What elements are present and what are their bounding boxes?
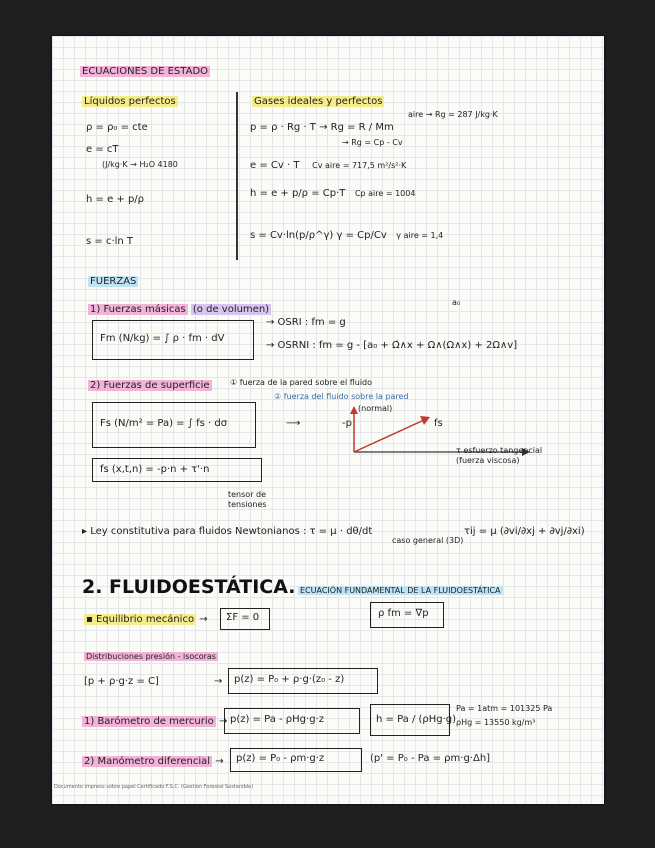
section-fluidoestatica-title: 2. FLUIDOESTÁTICA.: [82, 576, 296, 598]
arrow-d1: →: [214, 676, 223, 687]
footer-note: Documento impreso sobre papel Certificado F.S.C. (Gestión Forestal Sostenible): [54, 784, 254, 790]
fs-vector: [354, 420, 424, 452]
eq-d1b: p(z) = P₀ + ρ·g·(z₀ - z): [234, 674, 345, 685]
ley-case: caso general (3D): [392, 536, 464, 545]
eq-equil: ΣF = 0: [226, 612, 260, 623]
barometro-label: 1) Barómetro de mercurio →: [84, 716, 228, 727]
fs-label: fs: [434, 418, 443, 429]
eq-fm: Fm (N/kg) = ∫ ρ · fm · dV: [100, 333, 225, 344]
manometro-label: 2) Manómetro diferencial →: [84, 756, 224, 767]
section-fuerzas-title: FUERZAS: [90, 276, 137, 287]
normal-label: (normal): [358, 404, 393, 413]
liq-eq-3: (J/kg·K → H₂O 4180: [102, 160, 178, 169]
arrow-right: ⟶: [286, 418, 301, 429]
notes-page: [52, 36, 604, 804]
gases-heading: Gases ideales y perfectos: [254, 96, 383, 107]
ley-eq: τij = μ (∂vi/∂xj + ∂vj/∂xi): [464, 526, 585, 537]
eq-d1: [p + ρ·g·z = C]: [84, 676, 159, 687]
gas-eq-4: s = Cv·ln(p/ρ^γ) γ = Cp/Cv γ aire = 1,4: [250, 230, 444, 241]
eq-b2: p(z) = P₀ - ρm·g·z: [236, 753, 325, 764]
eq-fs2: fs (x,t,n) = -p·n + τ'·n: [100, 464, 210, 475]
gas-aire-rg: aire → Rg = 287 J/kg·K: [408, 110, 498, 119]
normal-arrowhead: [350, 406, 358, 414]
eq-osri: → OSRI : fm = g: [266, 317, 346, 328]
gas-eq-1: p = ρ · Rg · T → Rg = R / Mm: [250, 122, 394, 133]
minus-p-label: -p: [342, 418, 352, 429]
eq-b2r: (p' = P₀ - Pa = ρm·g·Δh]: [370, 753, 491, 764]
note-fluido-pared: ② fuerza del fluido sobre la pared: [274, 392, 409, 401]
eq-b1: p(z) = Pa - ρHg·g·z: [230, 714, 324, 725]
equilibrio-label: ▪ Equilibrio mecánico →: [86, 614, 208, 625]
fuerzas-superficie-label: 2) Fuerzas de superficie: [90, 380, 210, 391]
gas-eq-3: h = e + p/ρ = Cp·T Cp aire = 1004: [250, 188, 416, 199]
liq-eq-5: s = c·ln T: [86, 236, 134, 247]
eq-fund: ρ fm = ∇p: [378, 608, 429, 619]
gas-eq-2: e = Cv · T Cv aire = 717,5 m²/s²·K: [250, 160, 407, 171]
section-ecuaciones-title: ECUACIONES DE ESTADO: [82, 66, 209, 77]
column-divider: [236, 92, 238, 260]
eq-osrni: → OSRNI : fm = g - [a₀ + Ω̇∧x + Ω∧(Ω∧x) + 2Ω∧v]: [266, 340, 518, 351]
liq-eq-1: ρ = ρ₀ = cte: [86, 122, 148, 133]
a0-label: a₀: [452, 298, 461, 307]
liquidos-heading: Líquidos perfectos: [84, 96, 176, 107]
b1-pa: Pa = 1atm = 101325 Pa: [456, 704, 553, 713]
fuerzas-masicas-label: 1) Fuerzas másicas (o de volumen): [90, 304, 270, 315]
ley-constitutiva: ▸ Ley constitutiva para fluidos Newtonianos : τ = μ · dθ/dt: [82, 526, 373, 537]
liq-eq-2: e = cT: [86, 144, 119, 155]
distribuciones-label: Distribuciones presión - isocoras: [86, 652, 216, 661]
tau-note: τ esfuerzo tangencial (fuerza viscosa): [456, 446, 543, 465]
tensor-label: tensor de tensiones: [228, 490, 267, 509]
eq-fs: Fs (N/m² = Pa) = ∫ fs · dσ: [100, 418, 228, 429]
b1-rho: ρHg = 13550 kg/m³: [456, 718, 536, 727]
note-pared-fluido: ① fuerza de la pared sobre el fluido: [230, 378, 373, 387]
eq-b1h: h = Pa / (ρHg·g): [376, 714, 457, 725]
liq-eq-4: h = e + p/ρ: [86, 194, 145, 205]
ec-fundamental-label: ECUACIÓN FUNDAMENTAL DE LA FLUIDOESTÁTICA: [300, 586, 501, 595]
gas-eq-1b: → Rg = Cp - Cv: [342, 138, 403, 147]
